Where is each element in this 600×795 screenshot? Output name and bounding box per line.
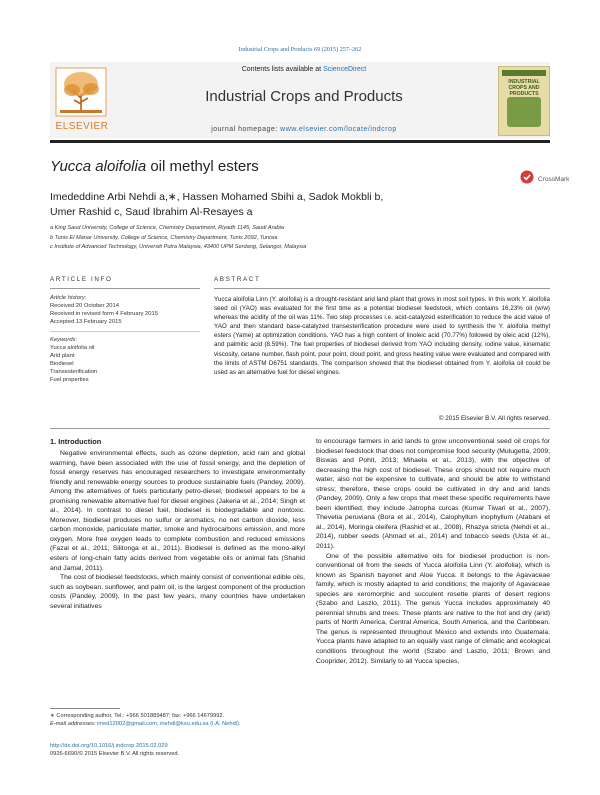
crossmark-icon — [520, 170, 534, 184]
intro-paragraph-3: to encourage farmers in arid lands to grow unconventional seed oil crops for biodiesel feedstock that does not compromise food security (Mulugetta, 2009; Biswas and Pohit, 2013; Mihaela et al., 2013), with the objective of decreasing the high cost of biodiesel. These crops should not require much water, also not be expensive to cultivate, and should be able to withstand stress; therefore, these crops could be cultivated in dry and arid lands (Pandey, 2009). Only a few crops that meet these specific requirements have been identified; they include Jatropha curcas (Kumar Tiwari et al., 2007), Thevetia peruviana (Bora et al., 2014), Calophyllum inophyllum (Atabani et al., 2014), Moringa oleifera (Rashid et al., 2008), Rhazya stricta (Nehdi et al., 2014), rubber seeds (Ahmad et al., 2014) and tobacco seeds (Usta et al., 2011). — [316, 438, 550, 551]
sciencedirect-link[interactable]: ScienceDirect — [323, 66, 367, 73]
section-heading-introduction: 1. Introduction — [50, 437, 102, 446]
article-history — [50, 294, 200, 326]
article-info-heading: ARTICLE INFO — [50, 276, 113, 283]
authors-line-2: Umer Rashid c, Saud Ibrahim Al-Resayes a — [50, 206, 253, 218]
contents-prefix: Contents lists available at — [241, 66, 324, 73]
title-rest: oil methyl esters — [146, 158, 259, 175]
keyword-1: Yucca aloifolia oil — [50, 345, 95, 351]
cover-image — [507, 97, 541, 127]
contents-line — [120, 66, 488, 73]
journal-cover — [498, 66, 550, 136]
publisher-name: ELSEVIER — [55, 121, 109, 132]
journal-reference[interactable]: Industrial Crops and Products 69 (2015) 257–262 — [238, 46, 362, 53]
intro-paragraph-4: One of the possible alternative oils for biodiesel production is non-conventional oil from the seeds of Yucca aloifolia Linn (Y. aloifolia), which is known as Spanish bayonet and Aloe Yucca. It belongs to the Agavaceae family, which is mostly adapted to arid conditions; the majority of Agavaceae species are xeromorphic and succulent rosette plants of desert regions (Szabo and Laszlo, 2011). The genus Yucca includes approximately 40 perennial shrubs and trees. These plants are native to the hot and dry (arid) parts of North America, Central America, South America, and the Caribbean. The genus is represented throughout Mexico and extends into Guatemala. Yucca plants have adapted to an equally vast range of climatic and ecological conditions throughout the world (Szabo and Laszlo, 2011; Brown and Cooprider, 2012). Similarly to all Yucca species, — [316, 552, 550, 665]
affiliations — [50, 224, 530, 253]
author-list — [50, 190, 480, 220]
title-species: Yucca aloifolia — [50, 158, 147, 175]
article-title — [50, 158, 259, 175]
footer-identifiers — [50, 742, 305, 758]
homepage-link[interactable]: www.elsevier.com/locate/indcrop — [280, 126, 397, 133]
abstract-rule — [214, 288, 550, 289]
email-label: E-mail addresses: — [50, 721, 98, 727]
cover-title: INDUSTRIAL CROPS AND PRODUCTS — [508, 79, 540, 97]
email-links[interactable]: imed12002@gmail.com, inehdi@ksu.edu.sa (I.A. Nehdi). — [97, 721, 241, 727]
authors-line-1: Imededdine Arbi Nehdi a,∗, Hassen Mohamed Sbihi a, Sadok Mokbli b, — [50, 191, 384, 203]
info-divider — [50, 331, 200, 332]
journal-homepage — [120, 126, 488, 133]
info-rule — [50, 288, 200, 289]
keyword-2: Arid plant — [50, 353, 75, 359]
left-column — [50, 449, 305, 611]
footnote-rule — [50, 708, 120, 709]
cover-band — [502, 70, 546, 76]
abstract-heading: ABSTRACT — [214, 276, 261, 283]
abstract-text: Yucca aloifolia Linn (Y. aloifolia) is a drought-resistant arid land plant that grows in most soil types. In this work Y. aloifolia seed oil (YAO) was evaluated for the first time as a potential biodiesel feedstock, which contains 16.23% oil (w/w) whereas the acidity of the oil was 11%. Two step processes i.e. acid-catalyzed esterification to reduce the acid value of YAO and then standard base-catalyzed transesterification procedure were used to synthesis the Y. aloifolia methyl esters (Yame) at optimization conditions. YAO has a high content of linoleic acid (70.77%) followed by oleic acid (12%), and palmitic acid (8.59%). The fuel properties of biodiesel derived from YAO including density, iodine value, kinematic viscosity, cetane number, flash point, pour point, cloud point, and gross heating value were evaluated and compared with the limits of ASTM D6751 standards. The comparison showed that the biodiesel obtained from Y. aloifolia oil could be used as an alternative fuel for diesel engines. — [214, 296, 551, 376]
doi-link[interactable]: http://dx.doi.org/10.1016/j.indcrop.2015.02.029 — [50, 743, 168, 749]
history-received: Received 20 October 2014 — [50, 303, 119, 309]
issn-line: 0926-6690/© 2015 Elsevier B.V. All rights reserved. — [50, 751, 180, 757]
keywords-label: Keywords: — [50, 337, 78, 343]
intro-paragraph-2: The cost of biodiesel feedstocks, which mainly consist of conventional edible oils, such as soybean, sunflower, and palm oil, is the largest component of the production costs (Pandey, 2009). In the past few years, many countries have undertaken several initiatives — [50, 574, 305, 610]
affiliation-a: a King Saud University, College of Science, Chemistry Department, Riyadh 1145, Saudi Arabia — [50, 225, 285, 231]
journal-title: Industrial Crops and Products — [205, 88, 403, 105]
keyword-5: Fuel properties — [50, 377, 89, 383]
email-line — [50, 720, 305, 728]
affiliation-c: c Institute of Advanced Technology, Universiti Putra Malaysia, 43400 UPM Serdang, Selangor, Malaysia — [50, 244, 307, 250]
intro-paragraph-1: Negative environmental effects, such as ozone depletion, acid rain and global warming, have been associated with the use of fossil energy, and the depletion of fossil energy reserves has encouraged researchers to investigate environmentally friendly and renewable energy sources to produce sustainable fuels (Pandey, 2009). Among the alternatives of fuels particularly petro-diesel, biodiesel appears to be a promising renewable alternative fuel for diesel engines (Jakeria et al., 2014; Singh et al., 2014). In contrast to diesel fuel, biodiesel is biodegradable and nontoxic. Moreover, biodiesel produces no sulfur or aromatics, no net carbon dioxide, less carbon monoxide, particulate matter, smoke and hydrocarbons emission, and more oxygen. More free oxygen leads to complete combustion and reduced emissions (Fazal et al., 2011; Silitonga et al., 2011). Biodiesel is defined as the mono-alkyl esters of long-chain fatty acids derived from vegetable oils or animal fats (Shahid and Jamal, 2011). — [50, 450, 305, 572]
history-label: Article history: — [50, 295, 87, 301]
footnote-corresponding — [50, 712, 305, 728]
history-revised: Received in revised form 4 February 2015 — [50, 311, 158, 317]
history-accepted: Accepted 13 February 2015 — [50, 319, 122, 325]
keyword-4: Transesterification — [50, 369, 98, 375]
abstract-copyright: © 2015 Elsevier B.V. All rights reserved. — [438, 415, 550, 422]
affiliation-b: b Tunis El Manar University, College of Science, Chemistry Department, Tunis 2092, Tunisia — [50, 234, 278, 241]
keyword-3: Biodiesel — [50, 361, 74, 367]
abstract-bottom-rule — [50, 428, 550, 429]
corresponding-author: ∗ Corresponding author. Tel.: +966 501889487; fax: +966 14679992. — [50, 713, 225, 719]
right-column — [316, 437, 550, 666]
header-rule — [50, 140, 550, 143]
crossmark-badge[interactable] — [520, 168, 569, 186]
crossmark-label: CrossMark — [538, 176, 570, 183]
keywords — [50, 336, 200, 384]
homepage-prefix: journal homepage: — [211, 126, 281, 133]
elsevier-logo — [50, 64, 114, 136]
